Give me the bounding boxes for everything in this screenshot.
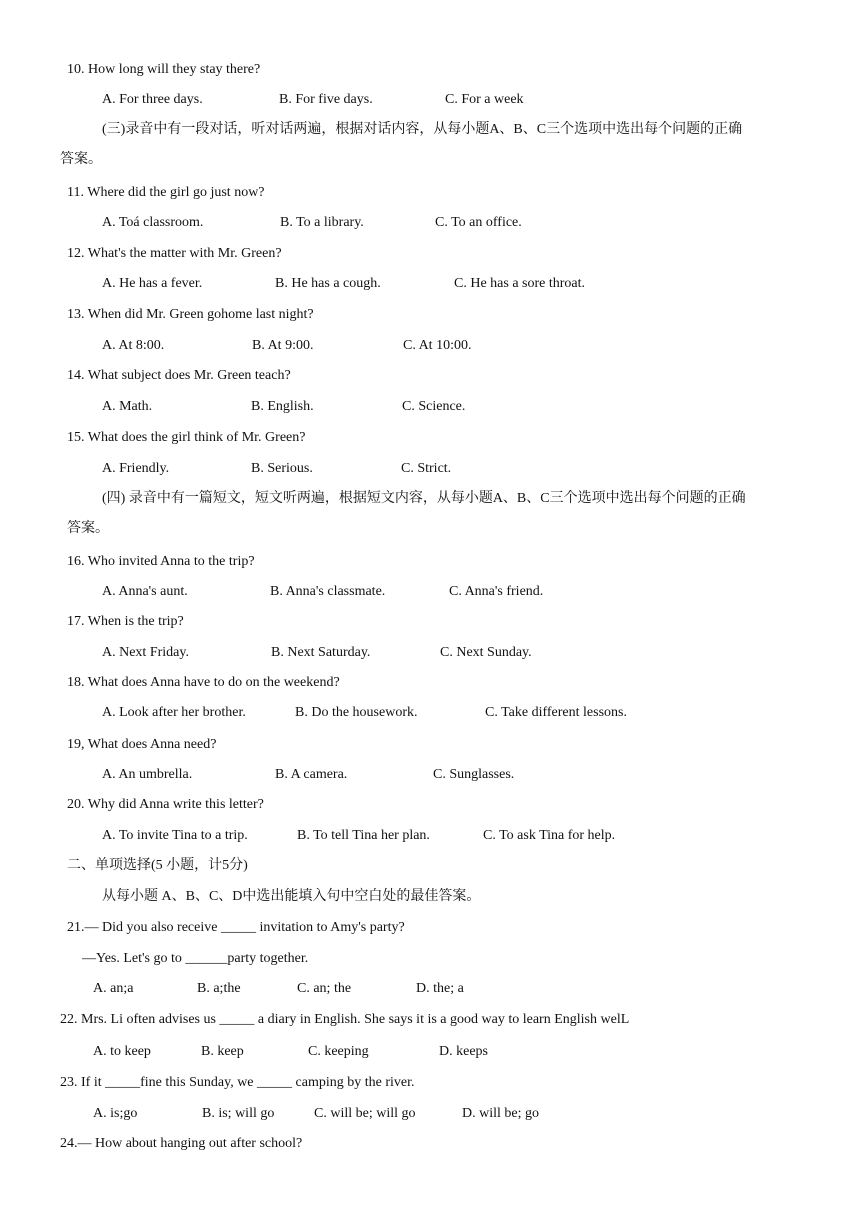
- question-12-option-a: A. He has a fever.: [102, 276, 203, 291]
- question-21-option-a: A. an;a: [93, 981, 134, 996]
- question-20-option-c: C. To ask Tina for help.: [483, 828, 616, 843]
- question-15-option-b: B. Serious.: [251, 461, 313, 476]
- question-23-option-a: A. is;go: [93, 1106, 138, 1121]
- question-16-option-a: A. Anna's aunt.: [102, 584, 188, 599]
- question-15-option-c: C. Strict.: [401, 461, 452, 476]
- question-18-option-c: C. Take different lessons.: [485, 705, 627, 720]
- question-17-option-a: A. Next Friday.: [102, 645, 189, 660]
- question-17-stem: 17. When is the trip?: [67, 614, 184, 629]
- question-20-option-a: A. To invite Tina to a trip.: [102, 828, 248, 843]
- question-22-option-c: C. keeping: [308, 1044, 369, 1059]
- question-13-option-c: C. At 10:00.: [403, 338, 472, 353]
- question-21-stem: 21.— Did you also receive _____ invitation to Amy's party?: [67, 920, 405, 935]
- question-16-option-c: C. Anna's friend.: [449, 584, 544, 599]
- part-2-instruction: 从每小题 A、B、C、D中选出能填入句中空白处的最佳答案。: [102, 889, 481, 904]
- question-21-option-d: D. the; a: [416, 981, 464, 996]
- question-13-option-a: A. At 8:00.: [102, 338, 165, 353]
- question-23-option-d: D. will be; go: [462, 1106, 539, 1121]
- question-12-option-b: B. He has a cough.: [275, 276, 381, 291]
- question-22-option-b: B. keep: [201, 1044, 244, 1059]
- question-19-option-c: C. Sunglasses.: [433, 767, 515, 782]
- question-16-stem: 16. Who invited Anna to the trip?: [67, 554, 255, 569]
- question-10-stem: 10. How long will they stay there?: [67, 62, 261, 77]
- question-18-option-b: B. Do the housework.: [295, 705, 418, 720]
- question-10-option-b: B. For five days.: [279, 92, 373, 107]
- question-22-stem: 22. Mrs. Li often advises us _____ a diary in English. She says it is a good way to learn English welL: [60, 1012, 630, 1027]
- question-14-option-b: B. English.: [251, 399, 314, 414]
- question-20-option-b: B. To tell Tina her plan.: [297, 828, 430, 843]
- question-18-option-a: A. Look after her brother.: [102, 705, 246, 720]
- question-13-option-b: B. At 9:00.: [252, 338, 314, 353]
- section-4-instruction-cont: 答案。: [67, 521, 109, 536]
- question-21-option-b: B. a;the: [197, 981, 241, 996]
- question-11-option-c: C. To an office.: [435, 215, 522, 230]
- question-17-option-b: B. Next Saturday.: [271, 645, 371, 660]
- section-3-instruction-cont: 答案。: [60, 152, 102, 167]
- part-2-title: 二、单项选择(5 小题，计5分): [67, 858, 248, 873]
- question-11-option-a: A. Toá classroom.: [102, 215, 204, 230]
- question-13-stem: 13. When did Mr. Green gohome last night?: [67, 307, 314, 322]
- section-4-instruction: (四) 录音中有一篇短文，短文听两遍，根据短文内容，从每小题A、B、C三个选项中选出每个问题的正确: [102, 491, 746, 506]
- question-19-option-a: A. An umbrella.: [102, 767, 193, 782]
- question-21-option-c: C. an; the: [297, 981, 352, 996]
- question-14-option-a: A. Math.: [102, 399, 153, 414]
- question-12-stem: 12. What's the matter with Mr. Green?: [67, 246, 282, 261]
- question-15-stem: 15. What does the girl think of Mr. Green?: [67, 430, 306, 445]
- question-14-stem: 14. What subject does Mr. Green teach?: [67, 368, 291, 383]
- question-23-stem: 23. If it _____fine this Sunday, we _____ camping by the river.: [60, 1075, 415, 1090]
- question-22-option-a: A. to keep: [93, 1044, 151, 1059]
- question-19-option-b: B. A camera.: [275, 767, 348, 782]
- question-23-option-b: B. is; will go: [202, 1106, 275, 1121]
- question-21-stem-reply: —Yes. Let's go to ______party together.: [82, 951, 309, 966]
- question-23-option-c: C. will be; will go: [314, 1106, 416, 1121]
- question-15-option-a: A. Friendly.: [102, 461, 170, 476]
- question-24-stem: 24.— How about hanging out after school?: [60, 1136, 303, 1151]
- question-11-stem: 11. Where did the girl go just now?: [67, 185, 265, 200]
- question-18-stem: 18. What does Anna have to do on the weekend?: [67, 675, 340, 690]
- section-3-instruction: (三)录音中有一段对话，听对话两遍，根据对话内容，从每小题A、B、C三个选项中选出每个问题的正确: [102, 122, 743, 137]
- question-14-option-c: C. Science.: [402, 399, 466, 414]
- question-11-option-b: B. To a library.: [280, 215, 364, 230]
- question-10-option-a: A. For three days.: [102, 92, 203, 107]
- question-19-stem: 19, What does Anna need?: [67, 737, 217, 752]
- question-12-option-c: C. He has a sore throat.: [454, 276, 586, 291]
- question-20-stem: 20. Why did Anna write this letter?: [67, 797, 264, 812]
- question-17-option-c: C. Next Sunday.: [440, 645, 532, 660]
- question-16-option-b: B. Anna's classmate.: [270, 584, 386, 599]
- question-10-option-c: C. For a week: [445, 92, 524, 107]
- question-22-option-d: D. keeps: [439, 1044, 488, 1059]
